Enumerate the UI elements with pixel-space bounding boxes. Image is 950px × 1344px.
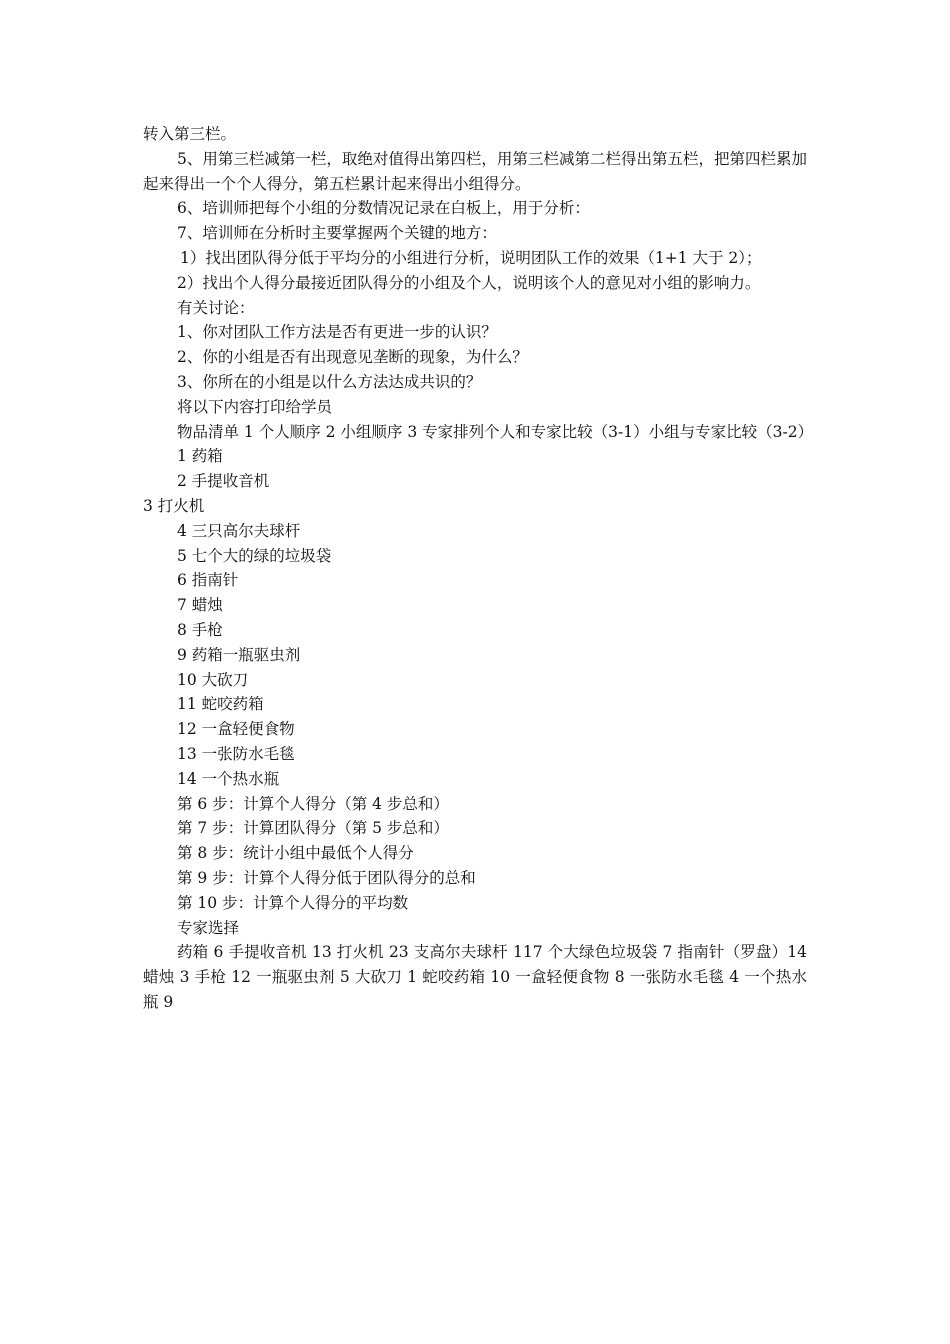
step-line: 第 9 步：计算个人得分低于团队得分的总和 — [177, 868, 476, 887]
step-line: 第 10 步：计算个人得分的平均数 — [177, 893, 409, 912]
list-item: 12 一盒轻便食物 — [177, 720, 295, 739]
step-line: 第 8 步：统计小组中最低个人得分 — [177, 844, 414, 863]
paragraph-point-2: 2）找出个人得分最接近团队得分的小组及个人，说明该个人的意见对小组的影响力。 — [177, 273, 761, 292]
paragraph-step-6: 6、培训师把每个小组的分数情况记录在白板上，用于分析： — [177, 199, 590, 218]
discussion-question-1: 1、你对团队工作方法是否有更进一步的认识？ — [177, 323, 497, 342]
paragraph-point-1: 1）找出团队得分低于平均分的小组进行分析，说明团队工作的效果（1+1 大于 2）； — [180, 248, 762, 267]
list-item: 6 指南针 — [177, 571, 239, 590]
list-item: 8 手枪 — [177, 620, 223, 639]
paragraph-step-5: 5、用第三栏减第一栏，取绝对值得出第四栏，用第三栏减第二栏得出第五栏，把第四栏累加起来得出一个个人得分，第五栏累计起来得出小组得分。 — [143, 149, 807, 193]
list-item: 7 蜡烛 — [177, 596, 223, 615]
list-item: 1 药箱 — [177, 447, 223, 466]
discussion-question-2: 2、你的小组是否有出现意见垄断的现象，为什么？ — [177, 348, 528, 367]
expert-choice-list: 药箱 6 手提收音机 13 打火机 23 支高尔夫球杆 117 个大绿色垃圾袋 7 指南针（罗盘）14 蜡烛 3 手枪 12 一瓶驱虫剂 5 大砍刀 1 蛇咬药箱 10 一盒轻便食物 8 一张防水毛毯 4 一个热水瓶 9 — [143, 943, 807, 1011]
paragraph-continuation: 转入第三栏。 — [143, 125, 237, 143]
discussion-heading: 有关讨论： — [177, 298, 255, 317]
list-item: 3 打火机 — [143, 496, 205, 515]
list-item: 9 药箱一瓶驱虫剂 — [177, 645, 301, 664]
list-item: 2 手提收音机 — [177, 472, 270, 491]
list-item: 4 三只高尔夫球杆 — [177, 521, 301, 540]
list-item: 5 七个大的绿的垃圾袋 — [177, 546, 332, 565]
list-item: 10 大砍刀 — [177, 670, 249, 689]
expert-choice-heading: 专家选择 — [177, 918, 240, 937]
print-instruction: 将以下内容打印给学员 — [177, 397, 333, 416]
step-line: 第 7 步：计算团队得分（第 5 步总和） — [177, 819, 449, 838]
step-line: 第 6 步：计算个人得分（第 4 步总和） — [177, 794, 449, 813]
list-item: 13 一张防水毛毯 — [177, 744, 295, 763]
list-item: 11 蛇咬药箱 — [177, 695, 264, 714]
item-list-header: 物品清单 1 个人顺序 2 小组顺序 3 专家排列个人和专家比较（3-1）小组与专家比较（3-2） — [177, 422, 814, 441]
paragraph-step-7: 7、培训师在分析时主要掌握两个关键的地方： — [177, 224, 497, 243]
discussion-question-3: 3、你所在的小组是以什么方法达成共识的？ — [177, 372, 482, 391]
document-body — [143, 122, 814, 1015]
list-item: 14 一个热水瓶 — [177, 769, 280, 788]
